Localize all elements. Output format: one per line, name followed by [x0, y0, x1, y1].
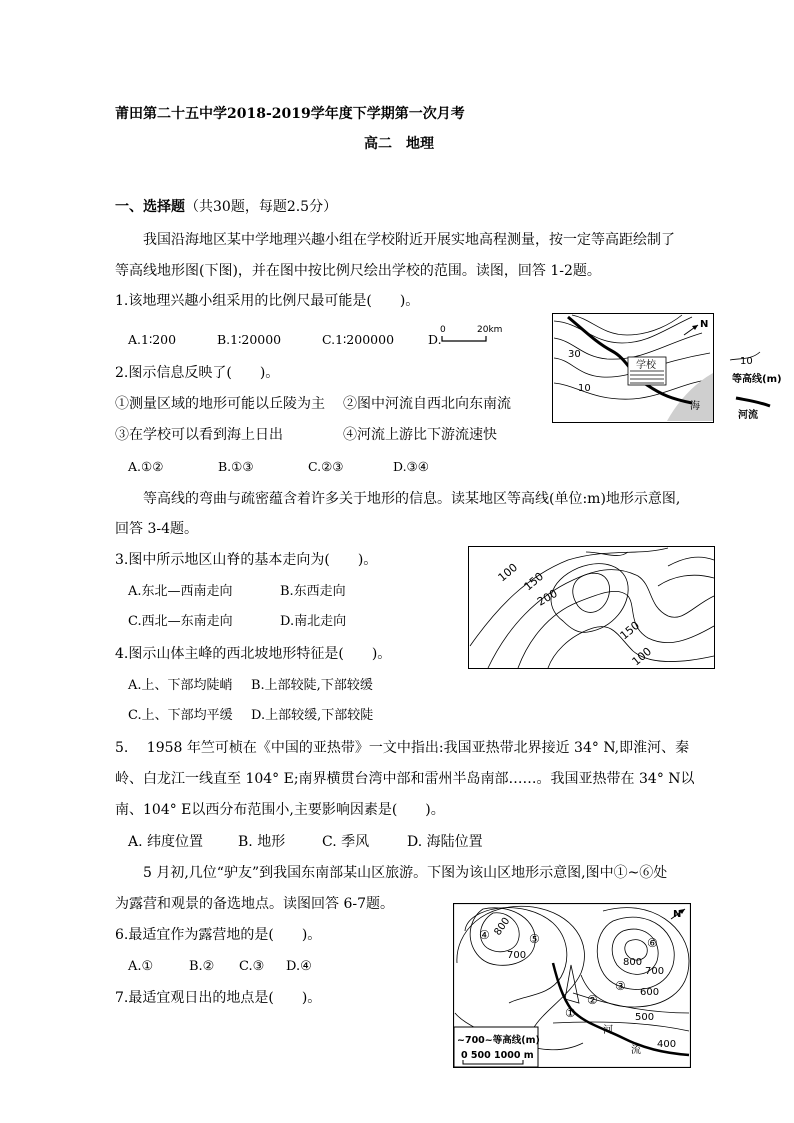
q4-option-a: A.上、下部均陡峭 [128, 678, 233, 693]
map3-point-5: ⑤ [529, 932, 540, 946]
legend-river-label: 河流 [738, 410, 758, 421]
q5-option-a: A. 纬度位置 [128, 834, 204, 850]
section-heading-label: 一、选择题 [115, 199, 185, 215]
map2-label-150-bottom: 150 [617, 618, 643, 643]
q3-option-c: C.西北—东南走向 [128, 614, 233, 629]
scale-bar-20km: 20km [477, 325, 503, 335]
map3-point-6: ⑥ [647, 936, 658, 950]
map3-label-400: 400 [657, 1039, 677, 1050]
map3-legend-contour: ~700~等高线(m) [457, 1035, 540, 1046]
intro-6-7-line2: 为露营和观景的备选地点。读图回答 6-7题。 [115, 896, 394, 912]
q1-scale-bar [440, 322, 510, 344]
q3-stem: 3.图中所示地区山脊的基本走向为( )。 [115, 552, 378, 568]
map1-school-label: 学校 [636, 360, 656, 371]
q4-option-b: B.上部较陡,下部较缓 [251, 678, 373, 693]
q5-line3: 南、104° E以西分布范围小,主要影响因素是( )。 [115, 802, 445, 818]
q3-option-a: A.东北—西南走向 [128, 584, 233, 599]
q1-option-a: A.1∶200 [128, 332, 177, 347]
q2-option-a: A.①② [128, 459, 164, 474]
q2-statement-4: ④河流上游比下游流速快 [343, 427, 497, 443]
scale-bar-zero: 0 [440, 325, 446, 335]
map2-label-100-top: 100 [495, 560, 521, 585]
q5-line2: 岭、白龙江一线直至 104° E;南界横贯台湾中部和雷州半岛南部……。我国亚热带在 34° N以 [115, 771, 695, 787]
q1-stem: 1.该地理兴趣小组采用的比例尺最可能是( )。 [115, 293, 420, 309]
q3-option-d: D.南北走向 [280, 614, 347, 629]
intro-6-7-line1: 5 月初,几位“驴友”到我国东南部某山区旅游。下图为该山区地形示意图,图中①~⑥处 [143, 865, 668, 881]
q2-stem: 2.图示信息反映了( )。 [115, 365, 280, 381]
q4-stem: 4.图示山体主峰的西北坡地形特征是( )。 [115, 646, 392, 662]
map2-label-100-bottom: 100 [629, 644, 655, 669]
q1-option-d: D. [428, 332, 442, 347]
contour-map-school [552, 313, 714, 423]
q5-option-d: D. 海陆位置 [407, 834, 483, 850]
q5-line1: 5. 1958 年竺可桢在《中国的亚热带》一文中指出:我国亚热带北界接近 34° N,即淮河、秦 [115, 740, 690, 756]
q5-option-b: B. 地形 [238, 834, 286, 850]
q3-option-b: B.东西走向 [280, 584, 346, 599]
intro-3-4-line2: 回答 3-4题。 [115, 521, 198, 537]
map1-label-30: 30 [568, 349, 581, 360]
q2-option-b: B.①③ [218, 459, 254, 474]
q6-option-b: B.② [189, 959, 215, 974]
river-line-icon [736, 398, 770, 406]
legend-contour-label: 等高线(m) [732, 374, 782, 385]
intro-1-2-line1: 我国沿海地区某中学地理兴趣小组在学校附近开展实地高程测量，按一定等高距绘制了 [143, 232, 675, 248]
map3-river-label-2: 流 [631, 1045, 641, 1056]
q6-stem: 6.最适宜作为露营地的是( )。 [115, 927, 322, 943]
legend-contour-value: 10 [740, 356, 753, 367]
q6-option-a: A.① [128, 959, 154, 974]
q5-option-c: C. 季风 [322, 834, 370, 850]
q2-option-d: D.③④ [393, 459, 429, 474]
map3-label-500: 500 [635, 1012, 655, 1023]
map1-north-label: N [700, 319, 709, 330]
intro-3-4-line1: 等高线的弯曲与疏密蕴含着许多关于地形的信息。读某地区等高线(单位:m)地形示意图, [143, 491, 681, 507]
q2-statement-3: ③在学校可以看到海上日出 [115, 427, 283, 443]
map1-sea-label: 海 [690, 401, 700, 412]
map3-point-1: ① [565, 1006, 576, 1020]
q2-statement-1: ①测量区域的地形可能以丘陵为主 [115, 396, 325, 412]
q2-option-c: C.②③ [308, 459, 344, 474]
map3-label-700-right: 700 [645, 966, 665, 977]
q1-option-b: B.1∶20000 [217, 332, 282, 347]
map3-point-4: ④ [479, 928, 490, 942]
intro-1-2-line2: 等高线地形图(下图)，并在图中按比例尺绘出学校的范围。读图，回答 1-2题。 [115, 263, 601, 279]
map3-label-700-left: 700 [507, 950, 527, 961]
map3-label-800-left: 800 [492, 915, 513, 938]
map3-legend-scale: 0 500 1000 m [461, 1050, 534, 1061]
q4-option-d: D.上部较缓,下部较陡 [251, 708, 374, 723]
map3-point-3: ③ [615, 979, 626, 993]
q4-option-c: C.上、下部均平缓 [128, 708, 233, 723]
q6-option-c: C.③ [239, 959, 265, 974]
map1-legend [726, 346, 790, 424]
map2-label-200: 200 [535, 586, 560, 609]
exam-title: 莆田第二十五中学2018-2019学年度下学期第一次月考 [115, 106, 465, 122]
q7-stem: 7.最适宜观日出的地点是( )。 [115, 990, 322, 1006]
map1-label-10: 10 [578, 383, 591, 394]
q1-option-c: C.1∶200000 [322, 332, 395, 347]
exam-subtitle: 高二 地理 [364, 136, 434, 152]
map3-point-2: ② [587, 993, 598, 1007]
q2-statement-2: ②图中河流自西北向东南流 [343, 396, 511, 412]
section-heading-note: （共30题，每题2.5分） [185, 199, 338, 215]
section-heading [115, 198, 337, 216]
map3-legend-box [454, 1027, 538, 1067]
map2-label-150-top: 150 [521, 569, 547, 594]
map3-label-800-right: 800 [623, 957, 643, 968]
map3-north-label: N [673, 909, 682, 920]
contour-map-ridge [468, 546, 715, 669]
map3-river-label-1: 河 [603, 1025, 613, 1036]
map3-label-600: 600 [640, 987, 660, 998]
q6-option-d: D.④ [286, 959, 312, 974]
contour-map-camping [453, 903, 691, 1068]
